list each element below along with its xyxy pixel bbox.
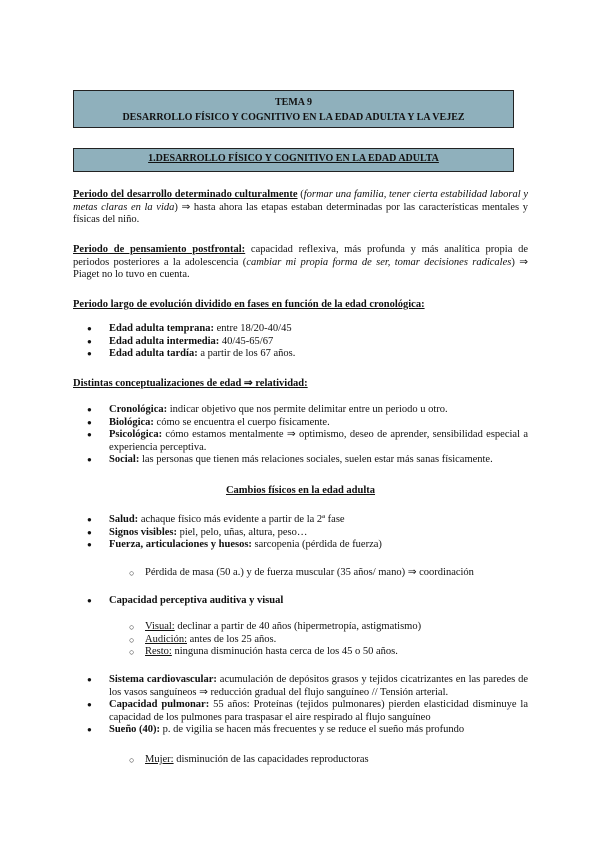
age-concepts-list <box>73 404 528 467</box>
heading-age-phases: Periodo largo de evolución dividido en fases en función de la edad cronológica: <box>73 299 425 310</box>
body-systems-list <box>73 674 528 737</box>
list-item: ● Biológica: cómo se encuentra el cuerpo físicamente. <box>73 417 528 430</box>
list-item: ● Edad adulta temprana: entre 18/20-40/45 <box>73 323 528 336</box>
strength-sublist <box>73 567 528 580</box>
topic-number: TEMA 9 <box>275 97 312 108</box>
list-item: ● Capacidad pulmonar: 55 años: Proteínas (tejidos pulmonares) pierden elasticidad disminuye la capacidad de los pulmones para traspasar el aire respirado al flujo sanguíneo <box>73 699 528 724</box>
list-item: ● Capacidad perceptiva auditiva y visual <box>73 595 528 608</box>
list-item: ● Social: las personas que tienen más relaciones sociales, suelen estar más sanas físicamente. <box>73 454 528 467</box>
heading-age-concepts: Distintas conceptualizaciones de edad ⇒ relatividad: <box>73 378 308 389</box>
topic-title: DESARROLLO FÍSICO Y COGNITIVO EN LA EDAD ADULTA Y LA VEJEZ <box>122 112 465 123</box>
list-item: ○ Pérdida de masa (50 a.) y de fuerza muscular (35 años/ mano) ⇒ coordinación <box>73 567 528 580</box>
list-item: ○ Audición: antes de los 25 años. <box>73 634 528 647</box>
heading-physical-changes: Cambios físicos en la edad adulta <box>225 485 376 496</box>
list-item: ○ Visual: declinar a partir de 40 años (hipermetropía, astigmatismo) <box>73 621 528 634</box>
paragraph-postfrontal: Periodo de pensamiento postfrontal: capacidad reflexiva, más profunda y más analítica propia de periodos posteriores a la adolescencia (cambiar mi propia forma de ser, tomar decisiones radicales) ⇒ Piaget no lo tuvo en cuenta. <box>73 244 528 281</box>
document-title-box <box>73 90 514 128</box>
list-item: ● Salud: achaque físico más evidente a partir de la 2ª fase <box>73 514 528 527</box>
list-item: ● Psicológica: cómo estamos mentalmente ⇒ optimismo, deseo de aprender, sensibilidad especial a experiencia perceptiva. <box>73 429 528 454</box>
paragraph-cultural-period: Periodo del desarrollo determinado culturalmente (formar una familia, tener cierta estabilidad laboral y metas claras en la vida) ⇒ hasta ahora las etapas estaban determinadas por las características mentales y físicas del niño. <box>73 189 529 226</box>
list-item: ● Signos visibles: piel, pelo, uñas, altura, peso… <box>73 527 528 540</box>
list-item: ● Sistema cardiovascular: acumulación de depósitos grasos y tejidos cicatrizantes en las paredes de los vasos sanguíneos ⇒ reducción gradual del flujo sanguíneo // Tensión arterial. <box>73 674 528 699</box>
examples: cambiar mi propia forma de ser, tomar decisiones radicales <box>246 256 512 268</box>
section-title-box <box>73 148 514 172</box>
physical-changes-list <box>73 514 528 552</box>
perception-sublist <box>73 621 528 659</box>
list-item: ● Cronológica: indicar objetivo que nos permite delimitar entre un periodo u otro. <box>73 404 528 417</box>
section-title: 1.DESARROLLO FÍSICO Y COGNITIVO EN LA EDAD ADULTA <box>148 153 439 164</box>
list-item: ● Sueño (40): p. de vigilia se hacen más frecuentes y se reduce el sueño más profundo <box>73 724 528 737</box>
perception-list <box>73 595 528 608</box>
term: Periodo del desarrollo determinado culturalmente <box>73 189 298 200</box>
examples: formar una familia, tener cierta estabilidad laboral y metas claras en la vida <box>73 189 528 213</box>
list-item: ● Edad adulta intermedia: 40/45-65/67 <box>73 336 528 349</box>
term: Periodo de pensamiento postfrontal: <box>73 244 246 255</box>
list-item: ○ Mujer: disminución de las capacidades reproductoras <box>73 754 528 767</box>
list-item: ● Fuerza, articulaciones y huesos: sarcopenia (pérdida de fuerza) <box>73 539 528 552</box>
list-item: ● Edad adulta tardía: a partir de los 67 años. <box>73 348 528 361</box>
age-phases-list <box>73 323 528 361</box>
sleep-sublist <box>73 754 528 767</box>
list-item: ○ Resto: ninguna disminución hasta cerca de los 45 o 50 años. <box>73 646 528 659</box>
